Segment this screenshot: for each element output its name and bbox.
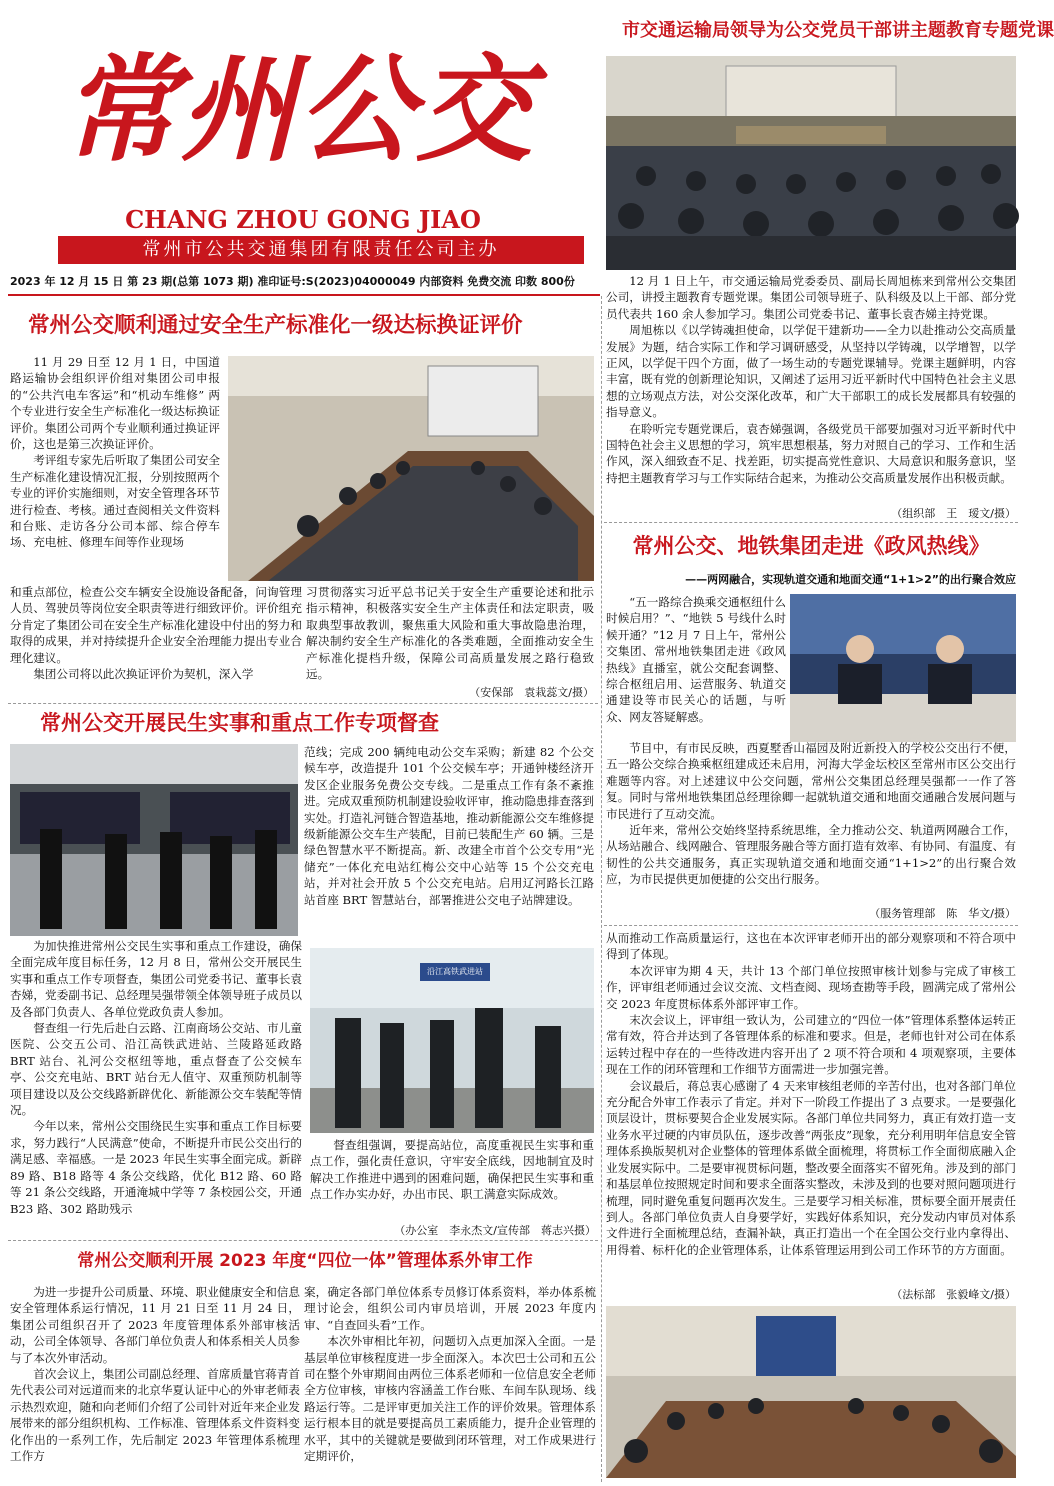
article3-title: 常州公交顺利开展 2023 年度“四位一体”管理体系外审工作 — [77, 1251, 533, 1271]
article2-paragraph: 督查组一行先后赴白云路、江南商场公交站、市儿童医院、公交五公司、沿江高铁武进站、兰陵路延政路 BRT 站台、礼河公交枢纽等地，重点督查了公交候车亭、公交充电站、BRT 站台无人值守、双重预防机制等项目建设以及公交线路新辟优化、新能源公交车装配等情况。 — [10, 1021, 302, 1118]
article3-photo — [606, 1306, 1016, 1478]
station-sign: 沿江高铁武进站 — [427, 967, 483, 976]
article1-title: 常州公交顺利通过安全生产标准化一级达标换证评价 — [28, 313, 523, 338]
radio-studio-photo — [790, 594, 1016, 742]
article2-title: 常州公交开展民生实事和重点工作专项督查 — [40, 711, 439, 735]
article1-body-right — [306, 584, 594, 684]
divider — [604, 925, 1018, 926]
article4-photo — [606, 56, 1016, 270]
article5-paragraph: 节目中，有市民反映，西夏墅香山福园及附近新投入的学校公交出行不便，五一路公交综合换乘枢纽建成还未启用，河海大学金坛校区至常州市区公交出行难题等内容。对上述建议中公交问题，常州公交集团总经理吴强都一一作了答复。同时与常州地铁集团总经理徐卿一起就轨道交通和地面交通融合发展问题与市民进行了互动交流。 — [606, 741, 1016, 821]
article3-byline: （法标部 张毅峰文/摄） — [891, 1288, 1016, 1301]
article1-paragraph: 11 月 29 日至 12 月 1 日，中国道路运输协会组织评价组对集团公司申报的“公共汽电车客运”和“机动车维修” 两个专业进行安全生产标准化一级达标换证评价。集团公司两个专业顺利通过换证评价，这也是第三次换证评价。 — [10, 355, 220, 452]
article2-body-right2: 督查组强调，要提高站位，高度重视民生实事和重点工作，强化责任意识，守牢安全底线，因地制宜及时解决工作推进中遇到的困难问题，确保把民生实事和重点工作办实办好，办出市民、职工满意实际成效。 — [310, 1138, 594, 1202]
safety-review-meeting-photo — [228, 356, 594, 581]
article2-photo1 — [10, 744, 298, 936]
issue-line: 2023 年 12 月 15 日 第 23 期(总第 1073 期) 准印证号:S(2023)04000049 内部资料 免费交流 印数 800份 — [10, 275, 575, 288]
article4-paragraph: 12 月 1 日上午，市交通运输局党委委员、副局长周旭栋来到常州公交集团公司，讲授主题教育专题党课。集团公司领导班子、队科级及以上干部、部分党员代表共 160 余人参加学习。集团公司党委书记、董事长袁杏娣主持党课。 — [606, 274, 1016, 321]
divider — [8, 703, 598, 704]
article3-paragraph: 末次会议上，评审组一致认为，公司建立的“四位一体”管理体系整体运转正常有效，符合并达到了各管理体系的标准和要求。但是，老师也针对公司在体系运转过程中存在的一些待改进内容开出了 2 项不符合项和 4 项观察项，主要体现在工作的闭环管理和工作细节方面需进一步加强完善。 — [606, 1013, 1016, 1077]
article3-paragraph: 会议最后，蒋总衷心感谢了 4 天来审核组老师的辛苦付出，也对各部门单位充分配合外审工作表示了肯定。并对下一阶段工作提出了 3 点要求。一是要强化顶层设计，贯标要契合企业发展实际。各部门单位共同努力，真正有效打造一支业务水平过硬的内审员队伍，逐步改善“两张皮”现象，充分利用明年信息安全管理体系换版契机对企业整体的管理体系做全面梳理，将贯标工作全面彻底融入企业发展实际中。二是要审视贯标问题，整改要全面落实不留死角。涉及到的部门和基层单位按照规定时间和要求全面落实整改，未涉及到的也要对照问题项进行梳理，同时避免重复问题再次发生。三是要学习相关标准，贯标要全面开展责任到人。各部门单位负责人自身要学好，实践好体系知识，充分发动内审员对体系文件进行全面梳理总结，查漏补缺，真正打造出一个在全国公交行业内拿得出、用得着、标杆化的企业管理体系，让体系管理运用到公司工作环节的方方面面。 — [606, 1078, 1016, 1257]
party-lecture-photo — [606, 56, 1016, 270]
article4-paragraph: 周旭栋以《以学铸魂担使命，以学促干建新功——全力以赴推动公交高质量发展》为题，结合实际工作和学习调研感受，从坚持以学铸魂，以学增智，以学正风，以学促干四个方面，做了一场生动的专题党课辅导。党课主题鲜明，内容丰富，既有党的创新理论知识，又阐述了运用习近平新时代中国特色社会主义思想的立场观点方法，对公交深化改革，和广大干部职工的成长发展都具有较强的指导意义。 — [606, 323, 1016, 420]
audit-meeting-photo — [606, 1306, 1016, 1478]
article3-col2 — [304, 1284, 596, 1480]
article5-body-bottom — [606, 740, 1016, 904]
article1-paragraph: 和重点部位，检查公交车辆安全设施设备配备，问询管理人员、驾驶员等岗位安全职责等进行细致评价。评价组充分肯定了集团公司在安全生产标准化建设中付出的努力和取得的成果，并对持续提升企业安全治理能力提出专业合理化建议。 — [10, 585, 302, 665]
sponsor-text: 常州市公共交通集团有限责任公司主办 — [142, 239, 500, 260]
divider — [604, 522, 1018, 523]
article1-body-full — [10, 584, 302, 684]
article3-col3 — [606, 930, 1016, 1286]
article5-byline: （服务管理部 陈 华文/摄） — [869, 907, 1016, 920]
article2-paragraph: 今年以来，常州公交围绕民生实事和重点工作目标要求，努力践行“人民满意”使命，不断提升市民公交出行的满足感、幸福感。一是 2023 年民生实事全面完成。新辟 89 路、B18 路等 4 条公交线路，优化 B12 路、60 路等 21 条公交线路，开通淹城中学等 7 条校园公交，开通 B23 路、302 路助残示 — [10, 1119, 302, 1216]
bus-workshop-photo — [10, 744, 298, 936]
article5-photo — [790, 594, 1016, 742]
article4-byline: （组织部 王 瑷文/摄） — [891, 507, 1016, 520]
article4-title: 市交通运输局领导为公交党员干部讲主题教育专题党课 — [622, 20, 1054, 41]
article1-paragraph: 考评组专家先后听取了集团公司安全生产标准化建设情况汇报，分别按照两个专业的评价实施细则，对安全管理各环节进行检查、考核。通过查阅相关文件资料和台账、走访各分公司本部、综合停车场、充电桩、修理车间等作业现场 — [10, 453, 220, 550]
article3-paragraph: 本次评审为期 4 天，共计 13 个部门单位按照审核计划参与完成了审核工作，评审组老师通过会议交流、文档查阅、现场查勘等手段，圆满完成了常州公交 2023 年度贯标体系外部评审工作。 — [606, 963, 1016, 1011]
article1-body-col1 — [10, 354, 220, 592]
article5-body-top: “五一路综合换乘交通枢纽什么时候启用？”、“地铁 5 号线什么时候开通？”12 月 7 日上午，常州公交集团、常州地铁集团走进《政风热线》直播室，就公交配套调整、综合枢纽启用、运营服务、轨道交通建设等市民关心的话题，与听众、网友答疑解惑。 — [606, 595, 786, 724]
article1-photo — [228, 356, 594, 581]
article1-byline: （安保部 袁栽蕊文/摄） — [469, 686, 594, 699]
article2-paragraph: 为加快推进常州公交民生实事和重点工作建设，确保全面完成年度目标任务，12 月 8 日，常州公交开展民生实事和重点工作专项督查，集团公司党委书记、董事长袁杏娣，党委副书记、总经理吴强带领全体领导班子成员以及各部门负责人、各单位党政负责人参加。 — [10, 939, 302, 1019]
article4-paragraph: 在聆听完专题党课后，袁杏娣强调，各级党员干部要加强对习近平新时代中国特色社会主义思想的学习，筑牢思想根基，努力对照自己的学习、工作和生活作风，深入细致查不足、找差距，切实提高党性意识、大局意识和服务意识，坚持把主题教育学习与工作实际结合起来，为推动公交高质量发展作出积极贡献。 — [606, 421, 1016, 485]
masthead-pinyin: CHANG ZHOU GONG JIAO — [125, 205, 481, 234]
divider — [8, 1240, 598, 1241]
article3-paragraph: 本次外审相比年初，问题切入点更加深入全面。一是基层单位审核程度进一步全面深入。本次巴士公司和五公司在整个外审期间由两位三体系老师和一位信息安全老师全方位审核，审核内容涵盖工作台账、车间车队现场、线路运行等。二是评审更加关注工作的评价效果。管理体系运行根本目的就是要提高员工素质能力，提升企业管理的水平，其中的关键就是要做到闭环管理，对工作成果进行定期评价， — [304, 1334, 596, 1464]
sponsor-banner — [58, 236, 584, 264]
column-divider — [601, 296, 602, 1482]
article2-photo2 — [310, 948, 594, 1133]
article3-col1 — [10, 1284, 300, 1480]
article3-paragraph: 从而推动工作高质量运行，这也在本次评审老师开出的部分观察项和不符合项中得到了体现。 — [606, 931, 1016, 962]
article2-body-right: 范线；完成 200 辆纯电动公交车采购；新建 82 个公交候车亭，改造提升 101 个公交候车亭；开通钟楼经济开发区企业服务免费公交专线。二是重点工作有条不紊推进。完成双重预防机制建设验收评审，推动隐患排查落到实处。打造礼河链合智造基地，推动新能源公交车维修提级新能源公交车生产装配，目前已装配生产 60 辆。三是绿色智慧水平不断提高。新、改建全市首个公交专用“光储充”一体化充电站红梅公交中心站等 15 个公交充电站，并对社会开放 5 个公交充电站。启用辽河路长江路站首座 BRT 智慧站台，部署推进公交电子站牌建设。 — [304, 745, 594, 907]
article5-subtitle: ——两网融合，实现轨道交通和地面交通“1+1>2”的出行聚合效应 — [685, 573, 1016, 586]
article4-body — [606, 273, 1016, 504]
article1-paragraph: 集团公司将以此次换证评价为契机，深入学 — [33, 667, 254, 682]
article2-body-left — [10, 938, 302, 1260]
masthead — [0, 0, 600, 300]
masthead-rule — [8, 294, 600, 296]
article5-paragraph: 近年来，常州公交始终坚持系统思维，全力推动公交、轨道两网融合工作，从场站融合、线网融合、管理服务融合等方面打造有效率、有协同、有温度、有韧性的公共交通服务，真正实现轨道交通和地面交通“1+1>2”的出行聚合效应，为市民提供更加便捷的公交出行服务。 — [606, 823, 1016, 887]
article3-paragraph: 为进一步提升公司质量、环境、职业健康安全和信息安全管理体系运行情况，11 月 21 日至 11 月 24 日，集团公司组织召开了 2023 年度管理体系外部审核活动，公司全体领导、各部门单位负责人和体系相关人员参与了本次外审活动。 — [10, 1285, 300, 1365]
masthead-logo: 常州公交 — [62, 42, 534, 178]
article2-byline: （办公室 李永杰文/宣传部 蒋志兴摄） — [394, 1224, 596, 1237]
article5-title: 常州公交、地铁集团走进《政风热线》 — [632, 534, 990, 558]
article1-paragraph: 习贯彻落实习近平总书记关于安全生产重要论述和批示指示精神，积极落实安全生产主体责任和法定职责，吸取典型事故教训，聚焦重大风险和重大事故隐患治理，解决制约安全生产标准化的各类难题，全面推动安全生产标准化提档升级，保障公司高质量发展之路行稳致远。 — [306, 585, 594, 682]
article3-paragraph: 案，确定各部门单位体系专员修订体系资料，举办体系梳理讨论会，组织公司内审员培训，开展 2023 年度内审、“自查回头看”工作。 — [304, 1285, 596, 1332]
article3-paragraph: 首次会议上，集团公司副总经理、首席质量官蒋青首先代表公司对远道而来的北京华夏认证中心的外审老师表示热烈欢迎，随和向老师们介绍了公司针对近年来企业发展带来的部分组织机构、工作标准、管理体系文件资料变化作出的一系列工作，先后制定 2023 年管理体系梳理工作方 — [10, 1367, 300, 1464]
